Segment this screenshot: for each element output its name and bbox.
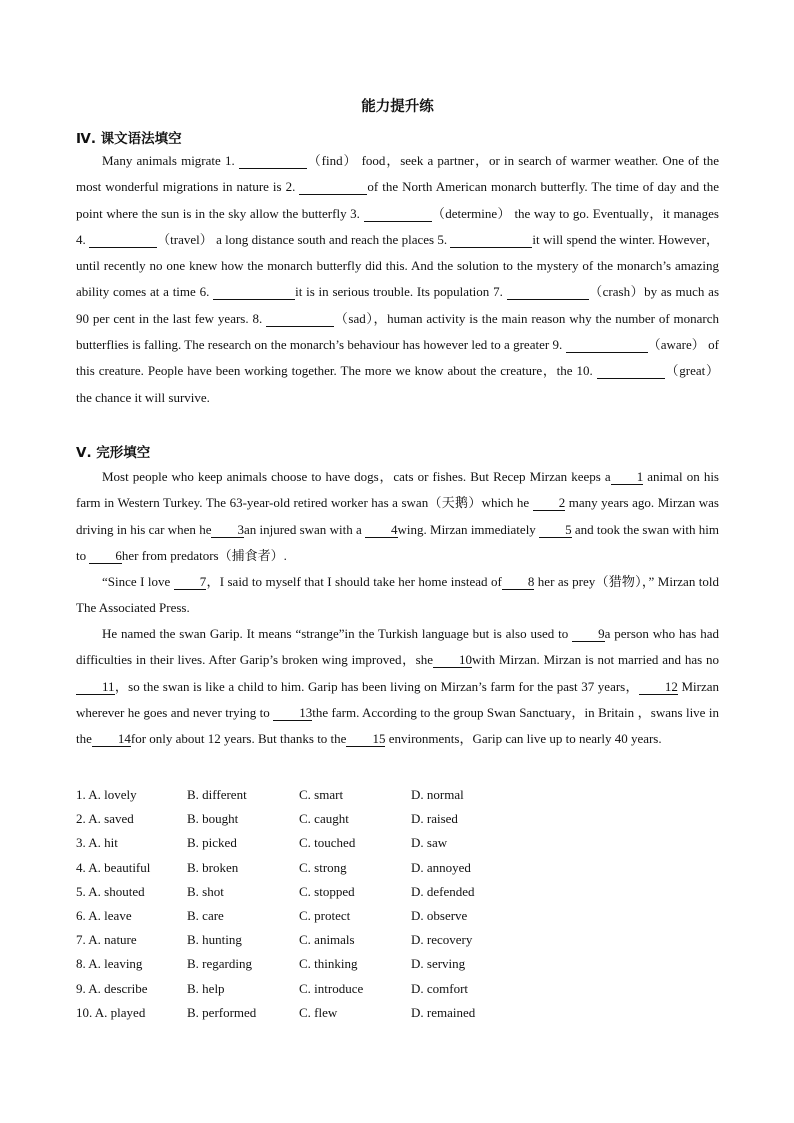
option-choice[interactable]: C. caught: [299, 811, 349, 827]
option-choice[interactable]: C. animals: [299, 932, 355, 948]
passage-text: and took the swan with him to: [76, 521, 719, 563]
passage-text: many years ago. Mirzan was driving in his car when he: [76, 495, 719, 537]
option-row: [76, 860, 719, 884]
answer-blank[interactable]: [266, 312, 334, 327]
cloze-paragraph-3: [76, 621, 719, 752]
option-choice[interactable]: D. comfort: [411, 980, 469, 996]
option-row: [76, 956, 719, 980]
option-choice[interactable]: 7. A. nature: [76, 932, 137, 948]
passage-text: （aware） of this creature. People have been working together. The more we know about the creature，the 10.: [76, 337, 720, 379]
answer-blank[interactable]: [507, 285, 589, 300]
option-choice[interactable]: C. flew: [299, 1004, 338, 1020]
option-choice[interactable]: 6. A. leave: [76, 907, 132, 923]
option-choice[interactable]: C. smart: [299, 787, 344, 802]
option-choice[interactable]: D. normal: [411, 787, 464, 802]
answer-blank[interactable]: [239, 154, 307, 169]
passage-text: ，I said to myself that I should take her home instead of: [206, 574, 502, 589]
answer-blank[interactable]: 3: [211, 523, 244, 538]
option-choice[interactable]: C. thinking: [299, 956, 358, 972]
option-choice[interactable]: D. annoyed: [411, 859, 471, 875]
page-title: 能力提升练: [361, 99, 434, 115]
option-choice[interactable]: D. raised: [411, 811, 458, 827]
option-choice[interactable]: 4. A. beautiful: [76, 859, 151, 875]
option-choice[interactable]: 2. A. saved: [76, 811, 134, 827]
option-row: [76, 811, 719, 835]
passage-text: her as prey（猎物），” Mirzan told The Associated Press.: [76, 574, 720, 616]
cloze-options-list: [76, 787, 719, 1029]
option-choice[interactable]: 5. A. shouted: [76, 883, 145, 899]
passage-text: （determine） the way to go. Eventually，it manages 4.: [76, 205, 719, 247]
option-choice[interactable]: D. defended: [411, 883, 475, 899]
answer-blank[interactable]: [89, 233, 157, 248]
option-row: [76, 835, 719, 859]
option-row: [76, 908, 719, 932]
answer-blank[interactable]: 7: [174, 575, 207, 590]
option-choice[interactable]: C. touched: [299, 835, 356, 851]
option-choice[interactable]: B. broken: [187, 859, 239, 875]
option-choice[interactable]: B. regarding: [187, 956, 252, 972]
option-choice[interactable]: D. recovery: [411, 932, 473, 948]
option-choice[interactable]: C. stopped: [299, 883, 355, 899]
option-choice[interactable]: B. shot: [187, 883, 224, 899]
passage-text: （crash）by as much as 90 per cent in the last few years. 8.: [76, 284, 720, 326]
answer-blank[interactable]: 15: [346, 732, 385, 747]
option-choice[interactable]: D. remained: [411, 1004, 476, 1020]
passage-text: （sad），human activity is the main reason why the number of monarch butterflies is falling. The research on the monarch’s behaviour has however led to a greater 9.: [76, 310, 720, 353]
answer-blank[interactable]: 8: [502, 575, 535, 590]
option-row: [76, 1005, 719, 1029]
option-choice[interactable]: 8. A. leaving: [76, 956, 143, 972]
answer-blank[interactable]: 6: [89, 549, 122, 564]
passage-text: of the North American monarch butterfly. The time of day and the point where the sun is in the sky allow the butterfly 3.: [76, 179, 719, 221]
grammar-fill-passage: [76, 148, 719, 411]
passage-text: the farm. According to the group Swan Sanctuary，in Britain ，swans live in the: [76, 704, 719, 747]
option-row: [76, 932, 719, 956]
option-row: [76, 787, 719, 811]
answer-blank[interactable]: [450, 233, 532, 248]
answer-blank[interactable]: 10: [433, 653, 472, 668]
answer-blank[interactable]: 11: [76, 680, 115, 695]
answer-blank[interactable]: 13: [273, 706, 312, 721]
passage-text: a person who has had difficulties in their lives. After Garip’s broken wing improved，she: [76, 626, 719, 668]
answer-blank[interactable]: [566, 338, 648, 353]
passage-text: ，so the swan is like a child to him. Garip has been living on Mirzan’s farm for the past 37 years，: [114, 678, 639, 694]
passage-text: （great） the chance it will survive.: [76, 363, 719, 405]
option-choice[interactable]: B. bought: [187, 811, 239, 827]
answer-blank[interactable]: 12: [639, 680, 678, 695]
passage-text: it is in serious trouble. Its population 7.: [295, 284, 507, 300]
option-choice[interactable]: B. picked: [187, 835, 237, 851]
option-choice[interactable]: C. introduce: [299, 980, 364, 996]
option-choice[interactable]: 3. A. hit: [76, 835, 118, 851]
answer-blank[interactable]: 4: [365, 523, 398, 538]
passage-text: wing. Mirzan immediately: [397, 521, 540, 537]
passage-text: Mirzan wherever he goes and never trying to: [76, 678, 720, 720]
answer-blank[interactable]: 2: [533, 496, 566, 511]
option-choice[interactable]: C. strong: [299, 859, 347, 875]
answer-blank[interactable]: 1: [611, 470, 644, 485]
answer-blank[interactable]: 9: [572, 627, 605, 642]
answer-blank[interactable]: [299, 180, 367, 195]
answer-blank[interactable]: [213, 285, 295, 300]
option-row: [76, 981, 719, 1005]
option-choice[interactable]: B. performed: [187, 1004, 257, 1020]
option-choice[interactable]: D. observe: [411, 907, 468, 923]
option-choice[interactable]: C. protect: [299, 907, 351, 923]
option-choice[interactable]: B. help: [187, 980, 225, 996]
passage-text: He named the swan Garip. It means “strange”in the Turkish language but is also used to: [102, 626, 573, 641]
option-choice[interactable]: B. hunting: [187, 932, 242, 948]
passage-text: “Since I love: [102, 574, 174, 589]
passage-text: it will spend the winter. However，until recently no one knew how the monarch butterfly did this. And the solution to the mystery of the monarch’s amazing ability comes at a time 6.: [76, 231, 719, 300]
cloze-paragraph-1: [76, 464, 719, 569]
passage-text: an injured swan with a: [243, 521, 365, 537]
passage-text: her from predators（捕食者）.: [121, 547, 287, 563]
option-choice[interactable]: B. care: [187, 907, 224, 923]
cloze-paragraph-2: [76, 569, 719, 622]
passage-text: with Mirzan. Mirzan is not married and has no: [472, 652, 719, 668]
section-5-heading: Ⅴ. 完形填空: [76, 445, 151, 461]
option-choice[interactable]: 9. A. describe: [76, 980, 148, 996]
passage-text: environments，Garip can live up to nearly 40 years.: [385, 731, 662, 747]
answer-blank[interactable]: [364, 207, 432, 222]
passage-text: （find） food，seek a partner，or in search of warmer weather. One of the most wonderful migrations in nature is 2.: [76, 153, 719, 195]
option-choice[interactable]: 1. A. lovely: [76, 787, 137, 802]
section-4-heading: Ⅳ. 课文语法填空: [76, 131, 182, 147]
option-choice[interactable]: D. serving: [411, 956, 466, 972]
option-choice[interactable]: D. saw: [411, 835, 448, 851]
passage-text: for only about 12 years. But thanks to the: [130, 731, 347, 747]
option-row: [76, 884, 719, 908]
answer-blank[interactable]: [597, 364, 665, 379]
passage-text: Many animals migrate 1.: [102, 153, 239, 168]
passage-text: animal on his farm in Western Turkey. The 63-year-old retired worker has a swan（天鹅）which he: [76, 469, 719, 511]
passage-text: Most people who keep animals choose to have dogs，cats or fishes. But Recep Mirzan keeps a: [102, 469, 611, 484]
passage-text: （travel） a long distance south and reach the places 5.: [157, 231, 451, 247]
option-choice[interactable]: 10. A. played: [76, 1004, 146, 1020]
answer-blank[interactable]: 5: [539, 523, 572, 538]
option-choice[interactable]: B. different: [187, 787, 247, 802]
answer-blank[interactable]: 14: [92, 732, 131, 747]
